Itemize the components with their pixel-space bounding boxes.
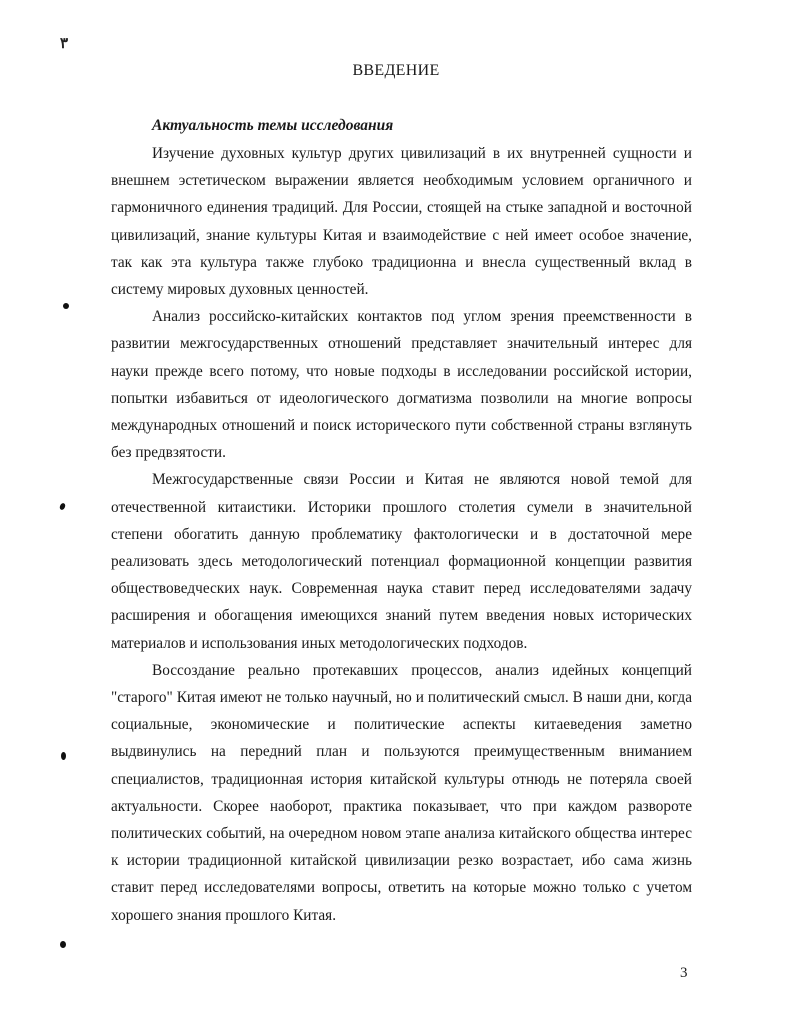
section-heading: Актуальность темы исследования — [152, 117, 394, 134]
scan-speck — [61, 752, 66, 760]
page-number: 3 — [680, 965, 688, 981]
paragraph-3: Межгосударственные связи России и Китая не являются новой темой для отечественной китаистики. Историки прошлого столетия сумели в значительной степени обогатить данную проблематику фактологически и в достаточной мере реализовать здесь методологический потенциал формационной концепции развития обществоведческих наук. Современная наука ставит перед исследователями задачу расширения и обогащения имеющихся знаний путем введения новых исторических материалов и использования иных методологических подходов. — [111, 471, 692, 652]
paragraph-2: Анализ российско-китайских контактов под углом зрения преемственности в развитии межгосударственных отношений представляет значительный интерес для науки прежде всего потому, что новые подходы в исследовании российской истории, попытки избавиться от идеологического догматизма позволили на многие вопросы международных отношений и поиск исторического пути собственной страны взглянуть без предвзятости. — [111, 308, 692, 462]
page-title: ВВЕДЕНИЕ — [352, 62, 440, 79]
body-text — [111, 140, 692, 929]
corner-page-mark: ۳ — [60, 36, 69, 52]
scan-speck — [60, 941, 66, 948]
paragraph-4: Воссоздание реально протекавших процессов, анализ идейных концепций "старого" Китая имеют не только научный, но и политический смысл. В наши дни, когда социальные, экономические и политические аспекты китаеведения заметно выдвинулись на передний план и пользуются преимущественным вниманием специалистов, традиционная история китайской культуры отнюдь не потеряла своей актуальности. Скорее наоборот, практика показывает, что при каждом развороте политических событий, на очередном новом этапе анализа китайского общества интерес к истории традиционной китайской цивилизации резко возрастает, ибо сама жизнь ставит перед исследователями вопросы, ответить на которые можно только с учетом хорошего знания прошлого Китая. — [111, 661, 692, 924]
scan-speck — [59, 502, 66, 510]
paragraph-1: Изучение духовных культур других цивилизаций в их внутренней сущности и внешнем эстетическом выражении является необходимым условием органичного и гармоничного единения традиций. Для России, стоящей на стыке западной и восточной цивилизаций, знание культуры Китая и взаимодействие с ней имеет особое значение, так как эта культура также глубоко традиционна и внесла существенный вклад в систему мировых духовных ценностей. — [111, 145, 692, 299]
scan-speck — [63, 303, 69, 309]
